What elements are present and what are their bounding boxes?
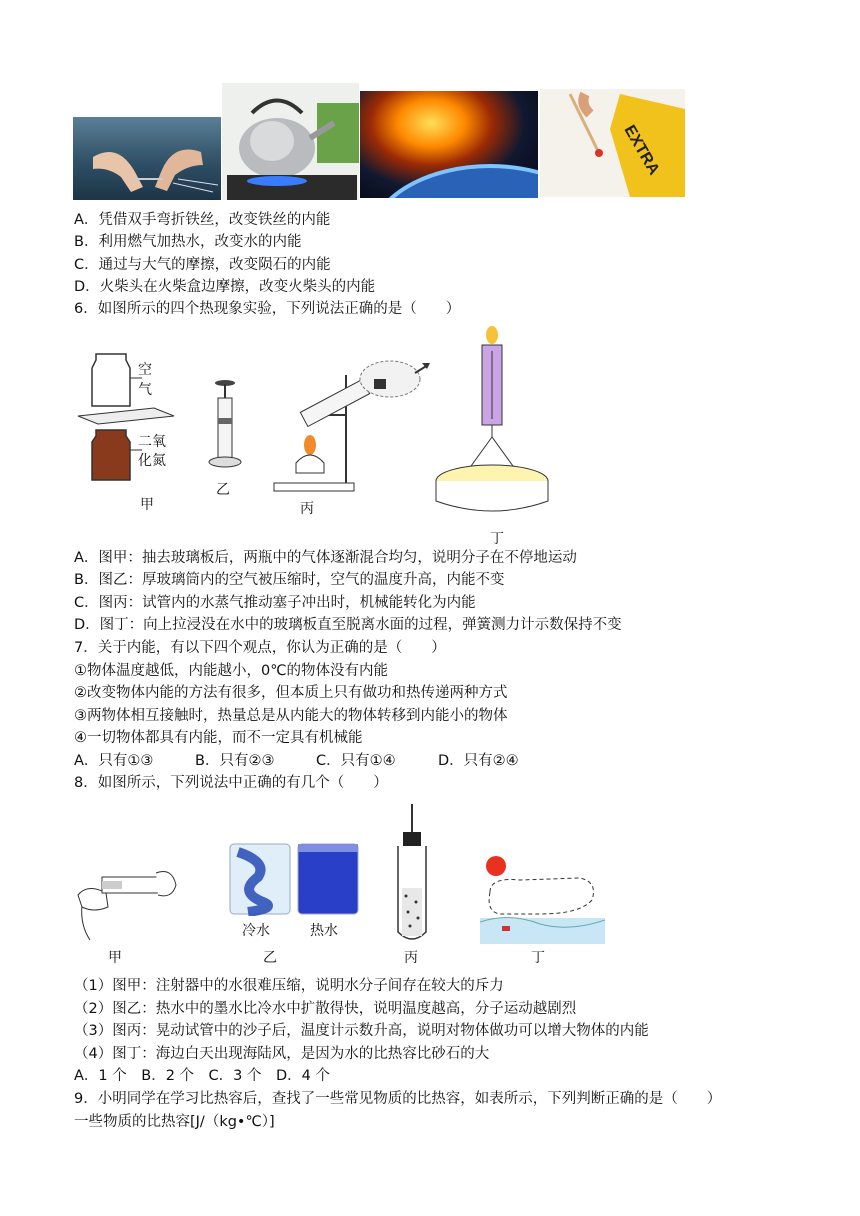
q9-stem: 9．小明同学在学习比热容后，查找了一些常见物质的比热容，如表所示，下列判断正确的是（ ） xyxy=(74,1091,722,1107)
q8-label-yi: 乙 xyxy=(263,950,277,966)
q8-fig-yi-hot-water xyxy=(296,842,360,916)
matchbox-graphic xyxy=(540,89,685,197)
q9-table-caption: 一些物质的比热容[J/（kg•℃）] xyxy=(74,1114,275,1130)
q7-point-4: ④一切物体都具有内能，而不一定具有机械能 xyxy=(74,730,363,746)
q6-fig-yi-compression xyxy=(205,378,245,474)
q6-no2-label-2: 化氮 xyxy=(138,453,166,469)
q7-option-d: D．只有②④ xyxy=(438,753,519,769)
q6-no2-label-1: 二氧 xyxy=(138,434,166,450)
q7-point-1: ①物体温度越低，内能越小，0℃的物体没有内能 xyxy=(74,663,389,679)
q6-fig-bing-steam xyxy=(270,355,440,500)
q6-label-jia: 甲 xyxy=(140,497,154,513)
kettle-graphic xyxy=(222,83,359,200)
q7-point-2: ②改变物体内能的方法有很多，但本质上只有做功和热传递两种方式 xyxy=(74,685,508,701)
q6-label-ding: 丁 xyxy=(490,531,504,547)
q8-label-jia: 甲 xyxy=(108,950,122,966)
q8-label-hot-water: 热水 xyxy=(310,923,338,939)
q5-option-d: D．火柴头在火柴盒边摩擦，改变火柴头的内能 xyxy=(74,279,376,295)
q8-fig-bing-test-tube xyxy=(392,804,432,946)
q5-option-b: B．利用燃气加热水，改变水的内能 xyxy=(74,234,302,250)
q7-option-c: C．只有①④ xyxy=(316,753,396,769)
q8-statement-1: （1）图甲：注射器中的水很难压缩，说明水分子间存在较大的斥力 xyxy=(74,978,504,994)
q7-option-b: B．只有②③ xyxy=(195,753,275,769)
q6-fig-ding-spring-scale xyxy=(432,325,552,525)
q8-label-cold-water: 冷水 xyxy=(242,923,270,939)
q6-air-label-1: 空 xyxy=(138,362,152,378)
q5-option-a: A．凭借双手弯折铁丝，改变铁丝的内能 xyxy=(74,212,331,228)
q8-statement-4: （4）图丁：海边白天出现海陆风，是因为水的比热容比砂石的大 xyxy=(74,1046,490,1062)
q8-label-bing: 丙 xyxy=(404,950,418,966)
q6-fig-jia-diffusion xyxy=(74,350,184,520)
q8-statement-2: （2）图乙：热水中的墨水比冷水中扩散得快，说明温度越高，分子运动越剧烈 xyxy=(74,1001,577,1017)
q5-option-c: C．通过与大气的摩擦，改变陨石的内能 xyxy=(74,257,331,273)
q8-label-ding: 丁 xyxy=(531,950,545,966)
q6-option-a: A．图甲：抽去玻璃板后，两瓶中的气体逐渐混合均匀，说明分子在不停地运动 xyxy=(74,550,577,566)
matchbox-text: EXTRA xyxy=(620,122,663,178)
q7-stem: 7．关于内能，有以下四个观点，你认为正确的是（ ） xyxy=(74,640,446,656)
q6-label-bing: 丙 xyxy=(300,501,314,517)
q8-options: A．1 个 B．2 个 C．3 个 D．4 个 xyxy=(74,1068,330,1084)
q6-option-b: B．图乙：厚玻璃筒内的空气被压缩时，空气的温度升高，内能不变 xyxy=(74,572,505,588)
q6-option-d: D．图丁：向上拉浸没在水中的玻璃板直至脱离水面的过程，弹簧测力计示数保持不变 xyxy=(74,617,622,633)
q6-label-yi: 乙 xyxy=(216,482,230,498)
q8-statement-3: （3）图丙：晃动试管中的沙子后，温度计示数升高，说明对物体做功可以增大物体的内能 xyxy=(74,1023,649,1039)
photo-match-striking xyxy=(540,89,685,197)
q7-option-a: A．只有①③ xyxy=(74,753,154,769)
hands-wire-graphic xyxy=(73,117,221,200)
q7-point-3: ③两物体相互接触时，热量总是从内能大的物体转移到内能小的物体 xyxy=(74,708,508,724)
photo-bending-wire xyxy=(73,117,221,200)
q8-fig-yi-cold-water xyxy=(228,842,292,916)
photo-meteor-atmosphere xyxy=(360,91,538,198)
q6-stem: 6．如图所示的四个热现象实验，下列说法正确的是（ ） xyxy=(74,301,461,317)
q8-fig-ding-sea-breeze xyxy=(480,852,605,944)
photo-kettle-on-stove xyxy=(222,83,359,200)
q6-option-c: C．图丙：试管内的水蒸气推动塞子冲出时，机械能转化为内能 xyxy=(74,595,476,611)
q8-fig-jia-syringe xyxy=(72,855,182,945)
q8-stem: 8．如图所示，下列说法中正确的有几个（ ） xyxy=(74,775,388,791)
earth-graphic xyxy=(360,91,538,198)
q6-air-label-2: 气 xyxy=(138,382,152,398)
